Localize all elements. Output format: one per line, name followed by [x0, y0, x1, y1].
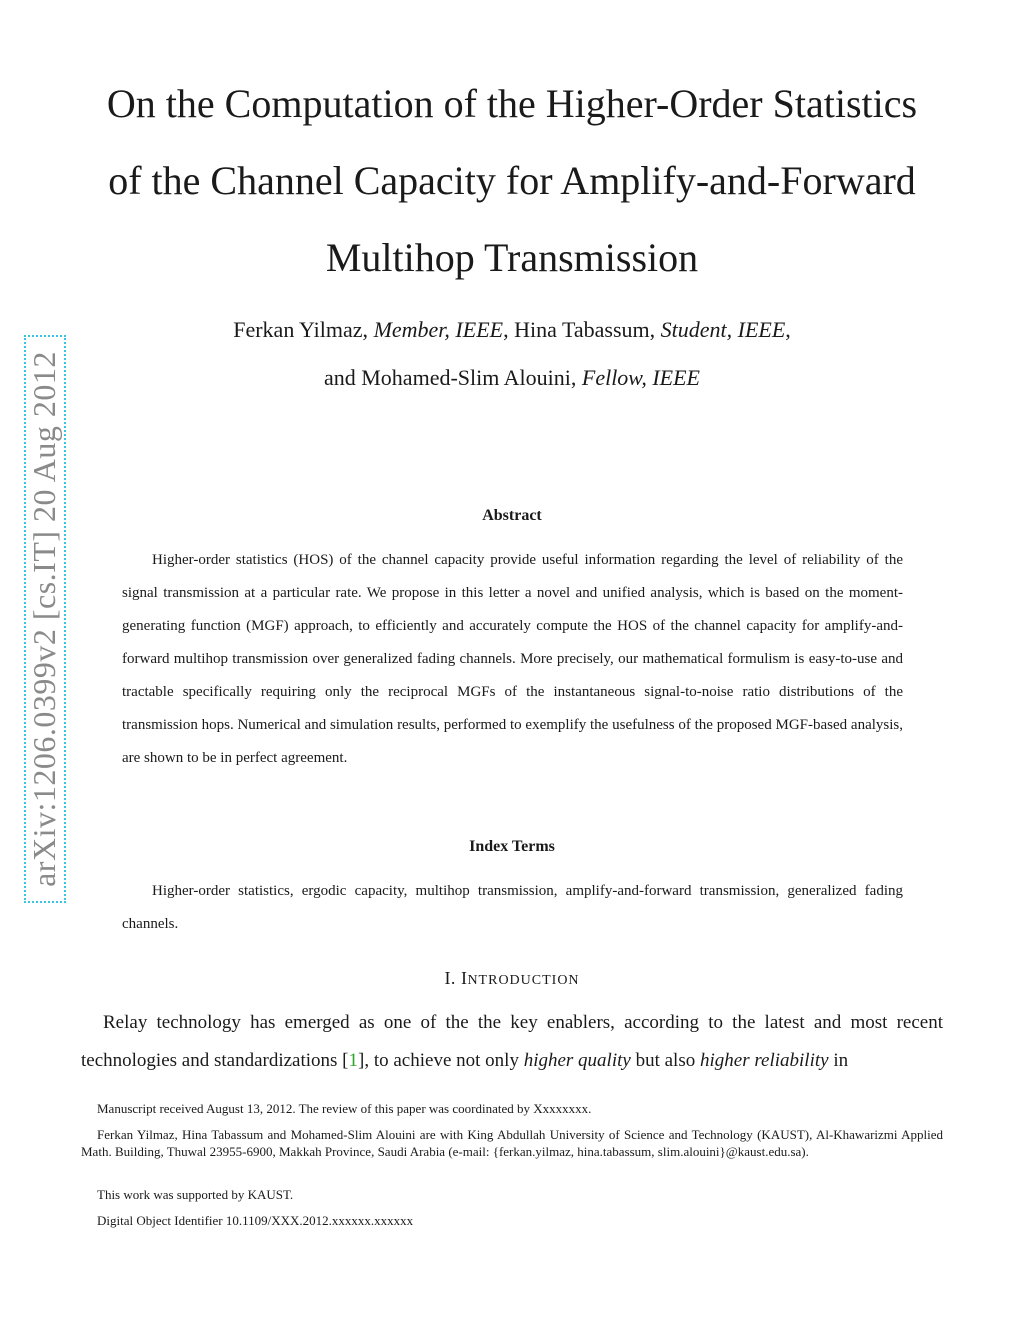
section-numeral: I. [444, 968, 461, 988]
intro-emphasis-1: higher quality [523, 1050, 631, 1071]
index-terms-heading: Index Terms [469, 838, 555, 855]
abstract-text: Higher-order statistics (HOS) of the channel capacity provide useful information regarding the level of reliability of the signal transmission at a particular rate. We propose in this letter a novel and unified analysis, which is based on the moment-generating function (MGF) approach, to efficiently and accurately compute the HOS of the channel capacity for amplify-and-forward multihop transmission over generalized fading channels. More precisely, our mathematical formulism is easy-to-use and tractable specifically requiring only the reciprocal MGFs of the instantaneous signal-to-noise ratio distributions of the transmission hops. Numerical and simulation results, performed to exemplify the usefulness of the proposed MGF-based analysis, are shown to be in perfect agreement. [122, 552, 903, 766]
intro-emphasis-2: higher reliability [699, 1050, 829, 1071]
section-title-rest: NTRODUCTION [467, 973, 580, 988]
introduction-paragraph [81, 1004, 943, 1080]
author-1-role: Member, IEEE [373, 317, 504, 342]
author-2-tail: , [785, 317, 791, 342]
intro-text-part-2: ], to achieve not only [358, 1050, 524, 1071]
intro-text-part-3: but also [630, 1050, 700, 1071]
author-line-2 [80, 364, 944, 392]
author-3-role: Fellow, IEEE [581, 365, 700, 390]
paper-title-line-2: of the Channel Capacity for Amplify-and-Forward [108, 158, 916, 203]
footnote-affiliation: Ferkan Yilmaz, Hina Tabassum and Mohamed-Slim Alouini are with King Abdullah University of Science and Technology (KAUST), Al-Khawarizmi Applied Math. Building, Thuwal 23955-6900, Makkah Province, Saudi Arabia (e-mail: {ferkan.yilmaz, hina.tabassum, slim.alouini}@kaust.edu.sa). [81, 1127, 943, 1159]
author-2-role: Student, IEEE [660, 317, 786, 342]
arxiv-identifier[interactable]: arXiv:1206.0399v2 [cs.IT] 20 Aug 2012 [26, 351, 62, 887]
intro-text-part-1: Relay technology has emerged as one of the the key enablers, according to the latest and most recent technologies and standardizations [ [81, 1012, 943, 1071]
footnote-funding: This work was supported by KAUST. [97, 1187, 294, 1202]
intro-text-part-4: in [828, 1050, 849, 1071]
paper-title-line-3: Multihop Transmission [325, 235, 699, 280]
author-1-name: Ferkan Yilmaz, [233, 317, 374, 342]
footnote-doi: Digital Object Identifier 10.1109/XXX.2012.xxxxxx.xxxxxx [97, 1213, 414, 1228]
author-line-1 [80, 316, 944, 344]
index-terms-text: Higher-order statistics, ergodic capacity, multihop transmission, amplify-and-forward transmission, generalized fading channels. [122, 883, 903, 932]
abstract-heading: Abstract [482, 507, 542, 524]
section-initial: I [460, 968, 468, 988]
paper-title-line-1: On the Computation of the Higher-Order Statistics [106, 81, 918, 126]
author-3-name: and Mohamed-Slim Alouini, [323, 365, 582, 390]
introduction-heading [80, 967, 944, 992]
footnote-manuscript: Manuscript received August 13, 2012. The review of this paper was coordinated by Xxxxxxxx. [97, 1101, 592, 1116]
citation-link-1[interactable]: 1 [348, 1050, 359, 1071]
author-2-name: , Hina Tabassum, [503, 317, 661, 342]
